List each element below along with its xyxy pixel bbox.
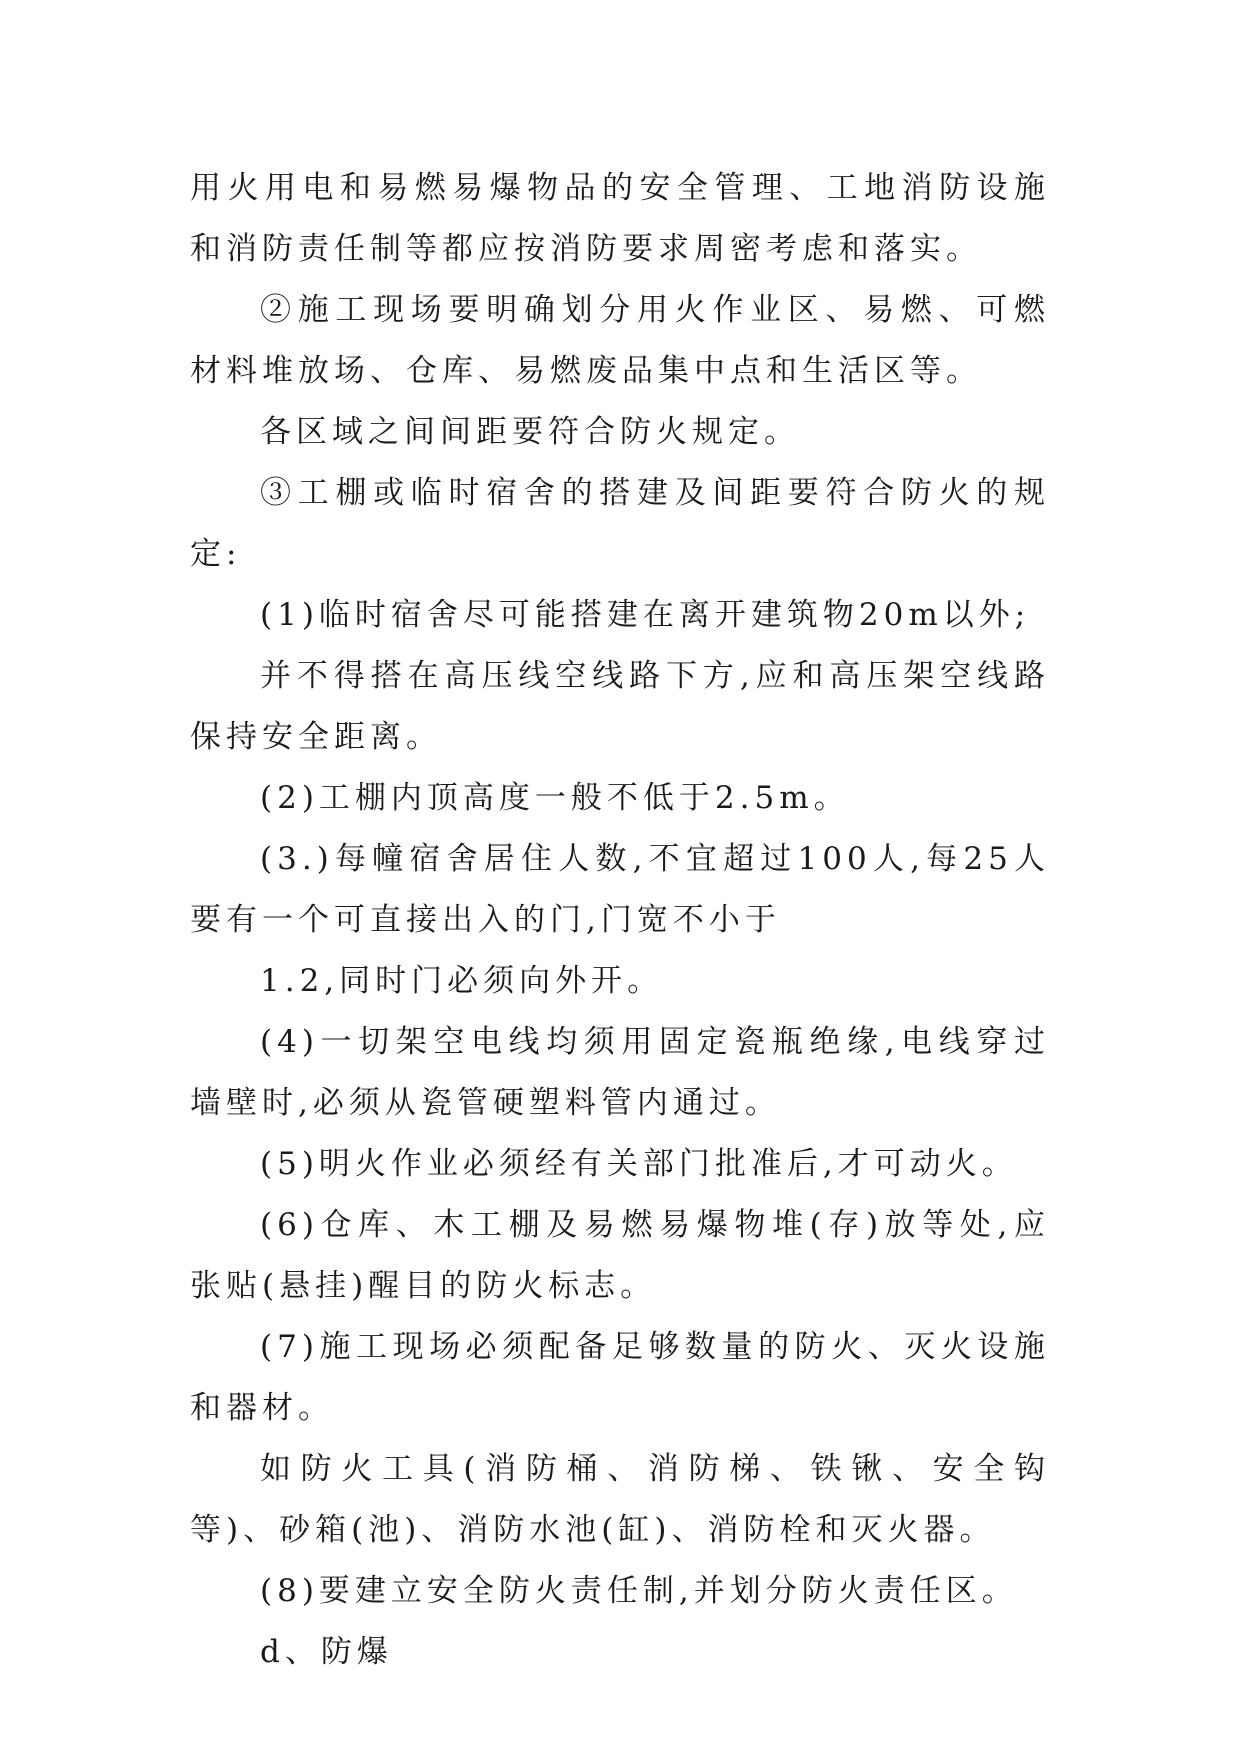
- paragraph-1: 用火用电和易燃易爆物品的安全管理、工地消防设施和消防责任制等都应按消防要求周密考虑和落实。: [190, 170, 1050, 267]
- document-body: [190, 158, 1050, 1683]
- paragraph-13: (7)施工现场必须配备足够数量的防火、灭火设施和器材。: [190, 1329, 1050, 1426]
- paragraph-15: (8)要建立安全防火责任制,并划分防火责任区。: [260, 1573, 1018, 1609]
- paragraph-5: (1)临时宿舍尽可能搭建在离开建筑物20m以外;: [260, 597, 1031, 633]
- paragraph-16: d、防爆: [260, 1634, 393, 1670]
- paragraph-3: 各区域之间间距要符合防火规定。: [260, 414, 800, 450]
- paragraph-10: (4)一切架空电线均须用固定瓷瓶绝缘,电线穿过墙壁时,必须从瓷管硬塑料管内通过。: [190, 1024, 1050, 1121]
- paragraph-9: 1.2,同时门必须向外开。: [260, 963, 664, 999]
- paragraph-7: (2)工棚内顶高度一般不低于2.5m。: [260, 780, 850, 816]
- paragraph-6: 并不得搭在高压线空线路下方,应和高压架空线路保持安全距离。: [190, 658, 1050, 755]
- paragraph-14: 如防火工具(消防桶、消防梯、铁锹、安全钩等)、砂箱(池)、消防水池(缸)、消防栓和灭火器。: [190, 1451, 1050, 1548]
- paragraph-12: (6)仓库、木工棚及易燃易爆物堆(存)放等处,应张贴(悬挂)醒目的防火标志。: [190, 1207, 1050, 1304]
- paragraph-11: (5)明火作业必须经有关部门批准后,才可动火。: [260, 1146, 1018, 1182]
- paragraph-2: ②施工现场要明确划分用火作业区、易燃、可燃材料堆放场、仓库、易燃废品集中点和生活区等。: [190, 292, 1050, 389]
- paragraph-8: (3.)每幢宿舍居住人数,不宜超过100人,每25人要有一个可直接出入的门,门宽不小于: [190, 841, 1050, 938]
- paragraph-4: ③工棚或临时宿舍的搭建及间距要符合防火的规定:: [190, 475, 1050, 572]
